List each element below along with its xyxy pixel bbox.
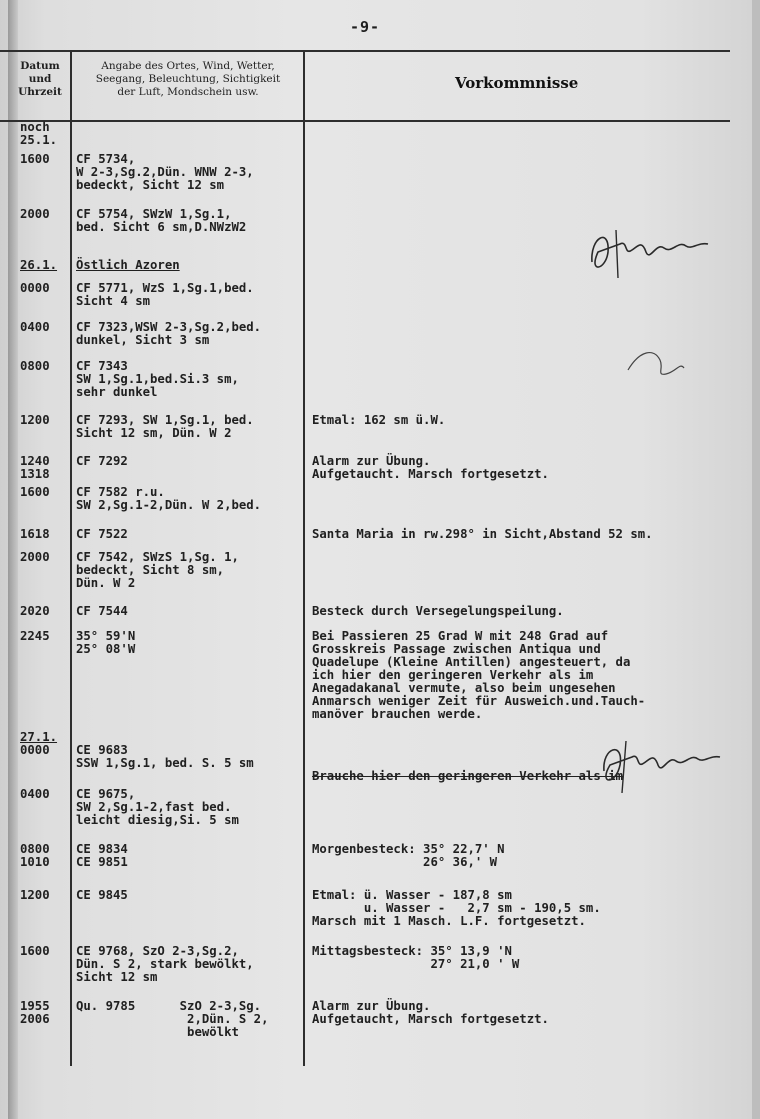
entry-position-weather: CE 9675, SW 2,Sg.1-2,fast bed. leicht diesig,Si. 5 sm	[76, 787, 239, 827]
entry-position-weather: CF 5754, SWzW 1,Sg.1, bed. Sicht 6 sm,D.NWzW2	[76, 207, 247, 234]
signature-1	[580, 222, 720, 282]
entry-events: Bei Passieren 25 Grad W mit 248 Grad auf Grosskreis Passage zwischen Antiqua und Quadelupe (Kleine Antillen) angesteuert, da ich hier den geringeren Verkehr als im Anegadakanal vermute, also beim ungesehen Anmarsch weniger Zeit für Ausweich.und.Tauch- manöver brauchen werde.	[312, 629, 646, 721]
entry-time: 1600	[20, 944, 50, 958]
header-position-line: Angabe des Ortes, Wind, Wetter,	[101, 60, 275, 72]
entry-events: Alarm zur Übung. Aufgetaucht. Marsch fortgesetzt.	[312, 454, 549, 481]
entry-time: 0000	[20, 281, 50, 295]
entry-events: Alarm zur Übung. Aufgetaucht, Marsch fortgesetzt.	[312, 999, 549, 1026]
entry-time: 1600	[20, 152, 50, 166]
entry-time: 0800	[20, 359, 50, 373]
entry-events: Mittagsbesteck: 35° 13,9 'N 27° 21,0 ' W	[312, 944, 520, 971]
header-datum-line: und	[28, 73, 52, 85]
entry-events: Etmal: 162 sm ü.W.	[312, 413, 446, 427]
entry-position-weather: CF 7323,WSW 2-3,Sg.2,bed. dunkel, Sicht 3 sm	[76, 320, 262, 347]
entry-time: 27.1.	[20, 730, 58, 744]
header-bottom-rule	[0, 120, 730, 122]
entry-position-weather: CF 7292	[76, 454, 128, 468]
column-divider-1	[70, 50, 72, 1066]
header-top-rule	[0, 50, 730, 52]
entry-position-weather: 35° 59'N 25° 08'W	[76, 629, 136, 656]
header-position-line: der Luft, Mondschein usw.	[117, 86, 259, 98]
entry-time: noch 25.1.	[20, 120, 58, 147]
pencil-mark	[620, 340, 690, 390]
entry-position-weather: Qu. 9785 SzO 2-3,Sg. 2,Dün. S 2, bewölkt	[76, 999, 269, 1039]
entry-position-weather: CF 5771, WzS 1,Sg.1,bed. Sicht 4 sm	[76, 281, 254, 308]
entry-time: 1200	[20, 888, 50, 902]
entry-position-weather: CE 9845	[76, 888, 128, 902]
entry-time: 1618	[20, 527, 50, 541]
entry-position-weather: CF 7343 SW 1,Sg.1,bed.Si.3 sm, sehr dunkel	[76, 359, 239, 399]
entry-position-weather: CF 7542, SWzS 1,Sg. 1, bedeckt, Sicht 8 sm, Dün. W 2	[76, 550, 239, 590]
entry-time: 26.1.	[20, 258, 58, 272]
entry-events: Santa Maria in rw.298° in Sicht,Abstand 52 sm.	[312, 527, 653, 541]
entry-time: 2000	[20, 550, 50, 564]
entry-time: 2020	[20, 604, 50, 618]
entry-position-weather: CF 7293, SW 1,Sg.1, bed. Sicht 12 sm, Dün. W 2	[76, 413, 254, 440]
entry-position-weather: CF 5734, W 2-3,Sg.2,Dün. WNW 2-3, bedeckt, Sicht 12 sm	[76, 152, 254, 192]
entry-position-weather: CE 9768, SzO 2-3,Sg.2, Dün. S 2, stark bewölkt, Sicht 12 sm	[76, 944, 254, 984]
entry-events: Morgenbesteck: 35° 22,7' N 26° 36,' W	[312, 842, 505, 869]
entry-time: 1240 1318	[20, 454, 50, 481]
entry-position-weather: CF 7522	[76, 527, 128, 541]
entry-time: 0800 1010	[20, 842, 50, 869]
header-position-line: Seegang, Beleuchtung, Sichtigkeit	[95, 73, 281, 85]
header-datum	[12, 60, 68, 99]
entry-time: 0400	[20, 320, 50, 334]
header-position-weather	[74, 60, 302, 99]
entry-time: 2000	[20, 207, 50, 221]
entry-position-weather: CF 7544	[76, 604, 128, 618]
binding-shadow	[8, 0, 18, 1119]
entry-events: Etmal: ü. Wasser - 187,8 sm u. Wasser - 2,7 sm - 190,5 sm. Marsch mit 1 Masch. L.F. fortgesetzt.	[312, 888, 601, 928]
entry-time: 1600	[20, 485, 50, 499]
entry-time: 1200	[20, 413, 50, 427]
entry-time: 0000	[20, 743, 50, 757]
entry-position-weather: CF 7582 r.u. SW 2,Sg.1-2,Dün. W 2,bed.	[76, 485, 262, 512]
entry-time: 2245	[20, 629, 50, 643]
header-datum-line: Datum	[20, 60, 60, 72]
entry-position-weather: CE 9683 SSW 1,Sg.1, bed. S. 5 sm	[76, 743, 254, 770]
page-number: -9-	[350, 18, 381, 36]
page-edge	[752, 0, 760, 1119]
entry-time: 0400	[20, 787, 50, 801]
entry-position-weather: Östlich Azoren	[76, 258, 180, 272]
column-divider-2	[303, 50, 305, 1066]
entry-time: 1955 2006	[20, 999, 50, 1026]
header-vorkommnisse: Vorkommnisse	[455, 74, 579, 92]
header-datum-line: Uhrzeit	[18, 86, 62, 98]
entry-events: Brauche hier den geringeren Verkehr als im	[312, 769, 623, 783]
signature-2	[592, 735, 732, 799]
entry-position-weather: CE 9834 CE 9851	[76, 842, 128, 869]
entry-events: Besteck durch Versegelungspeilung.	[312, 604, 564, 618]
